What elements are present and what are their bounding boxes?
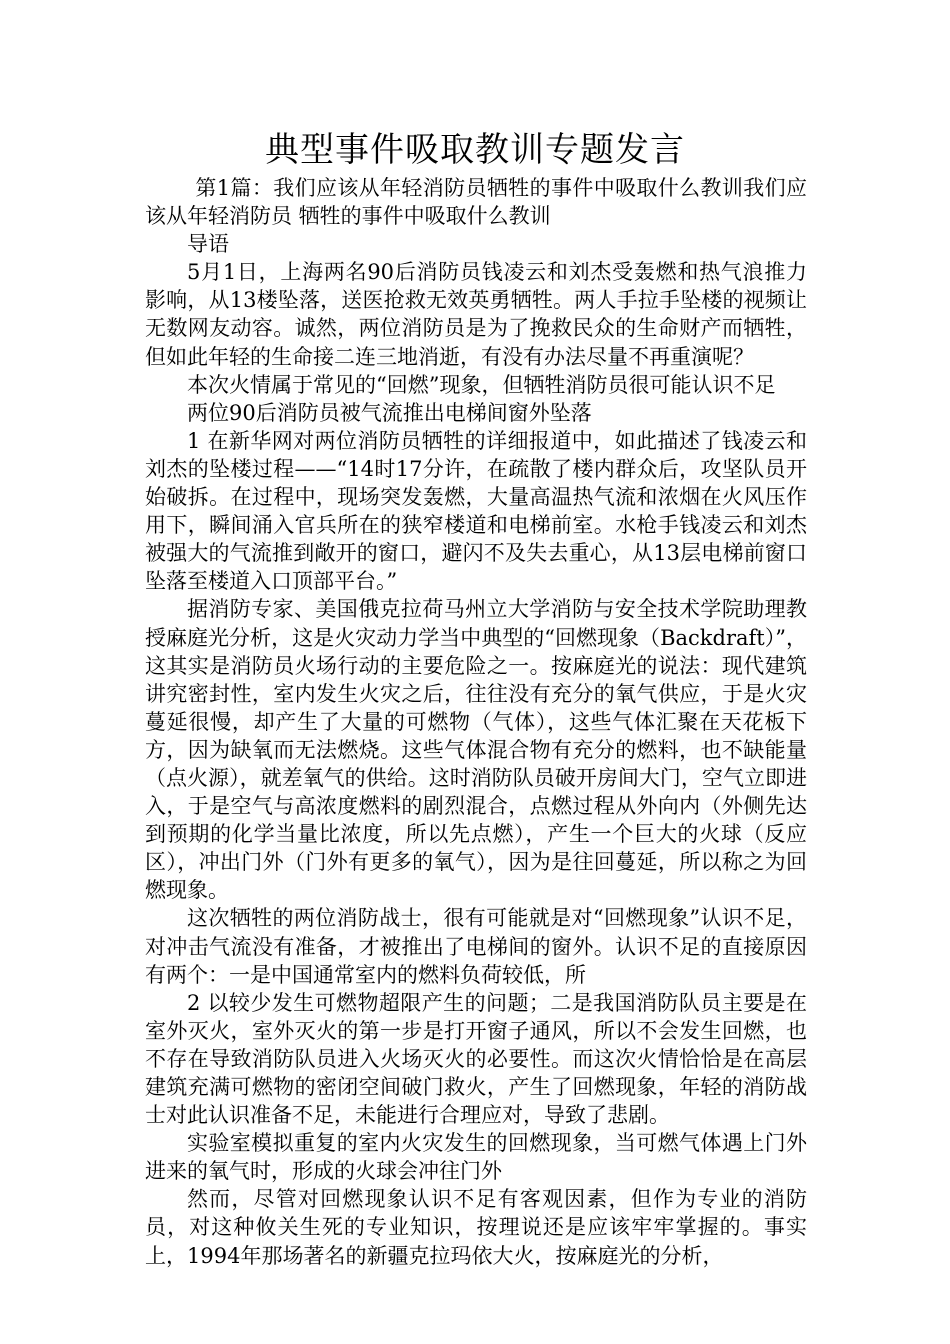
paragraph: 实验室模拟重复的室内火灾发生的回燃现象，当可燃气体遇上门外进来的氧气时，形成的火球会冲往门外 bbox=[145, 1131, 807, 1184]
article-heading: 第1篇：我们应该从年轻消防员牺牲的事件中吸取什么教训我们应该从年轻消防员 牺牲的事件中吸取什么教训 bbox=[145, 176, 807, 229]
paragraph: 然而，尽管对回燃现象认识不足有客观因素，但作为专业的消防员，对这种攸关生死的专业知识，按理说还是应该牢牢掌握的。事实上，1994年那场著名的新疆克拉玛依大火，按麻庭光的分析， bbox=[145, 1187, 807, 1268]
paragraph: 两位90后消防员被气流推出电梯间窗外坠落 bbox=[187, 400, 592, 425]
paragraph: 据消防专家、美国俄克拉荷马州立大学消防与安全技术学院助理教授麻庭光分析，这是火灾动力学当中典型的“回燃现象（Backdraft）”，这其实是消防员火场行动的主要危险之一。按麻庭光的说法：现代建筑讲究密封性，室内发生火灾之后，往往没有充分的氧气供应，于是火灾蔓延很慢，却产生了大量的可燃物（气体），这些气体汇聚在天花板下方，因为缺氧而无法燃烧。这些气体混合物有充分的燃料，也不缺能量（点火源），就差氧气的供给。这时消防队员破开房间大门，空气立即进入，于是空气与高浓度燃料的剧烈混合，点燃过程从外向内（外侧先达到预期的化学当量比浓度，所以先点燃），产生一个巨大的火球（反应区），冲出门外（门外有更多的氧气），因为是往回蔓延，所以称之为回燃现象。 bbox=[145, 597, 807, 903]
paragraph: 2 以较少发生可燃物超限产生的问题；二是我国消防队员主要是在室外灭火，室外灭火的第一步是打开窗子通风，所以不会发生回燃，也不存在导致消防队员进入火场灭火的必要性。而这次火情恰恰是在高层建筑充满可燃物的密闭空间破门救火，产生了回燃现象，年轻的消防战士对此认识准备不足，未能进行合理应对，导致了悲剧。 bbox=[145, 990, 807, 1128]
paragraph-intro-label: 导语 bbox=[187, 232, 229, 257]
paragraph: 这次牺牲的两位消防战士，很有可能就是对“回燃现象”认识不足，对冲击气流没有准备，才被推出了电梯间的窗外。认识不足的直接原因有两个：一是中国通常室内的燃料负荷较低，所 bbox=[145, 906, 807, 987]
paragraph: 5月1日，上海两名90后消防员钱凌云和刘杰受轰燃和热气浪推力影响，从13楼坠落，送医抢救无效英勇牺牲。两人手拉手坠楼的视频让无数网友动容。诚然，两位消防员是为了挽救民众的生命财产而牺牲，但如此年轻的生命接二连三地消逝，有没有办法尽量不再重演呢？ bbox=[145, 260, 807, 369]
document-body bbox=[145, 174, 807, 1270]
paragraph: 1 在新华网对两位消防员牺牲的详细报道中，如此描述了钱凌云和刘杰的坠楼过程——“14时17分许，在疏散了楼内群众后，攻坚队员开始破拆。在过程中，现场突发轰燃，大量高温热气流和浓烟在火风压作用下，瞬间涌入官兵所在的狭窄楼道和电梯前室。水枪手钱凌云和刘杰被强大的气流推到敞开的窗口，避闪不及失去重心，从13层电梯前窗口坠落至楼道入口顶部平台。” bbox=[145, 428, 807, 594]
document-title: 典型事件吸取教训专题发言 bbox=[265, 130, 685, 170]
paragraph: 本次火情属于常见的“回燃”现象，但牺牲消防员很可能认识不足 bbox=[187, 372, 776, 397]
